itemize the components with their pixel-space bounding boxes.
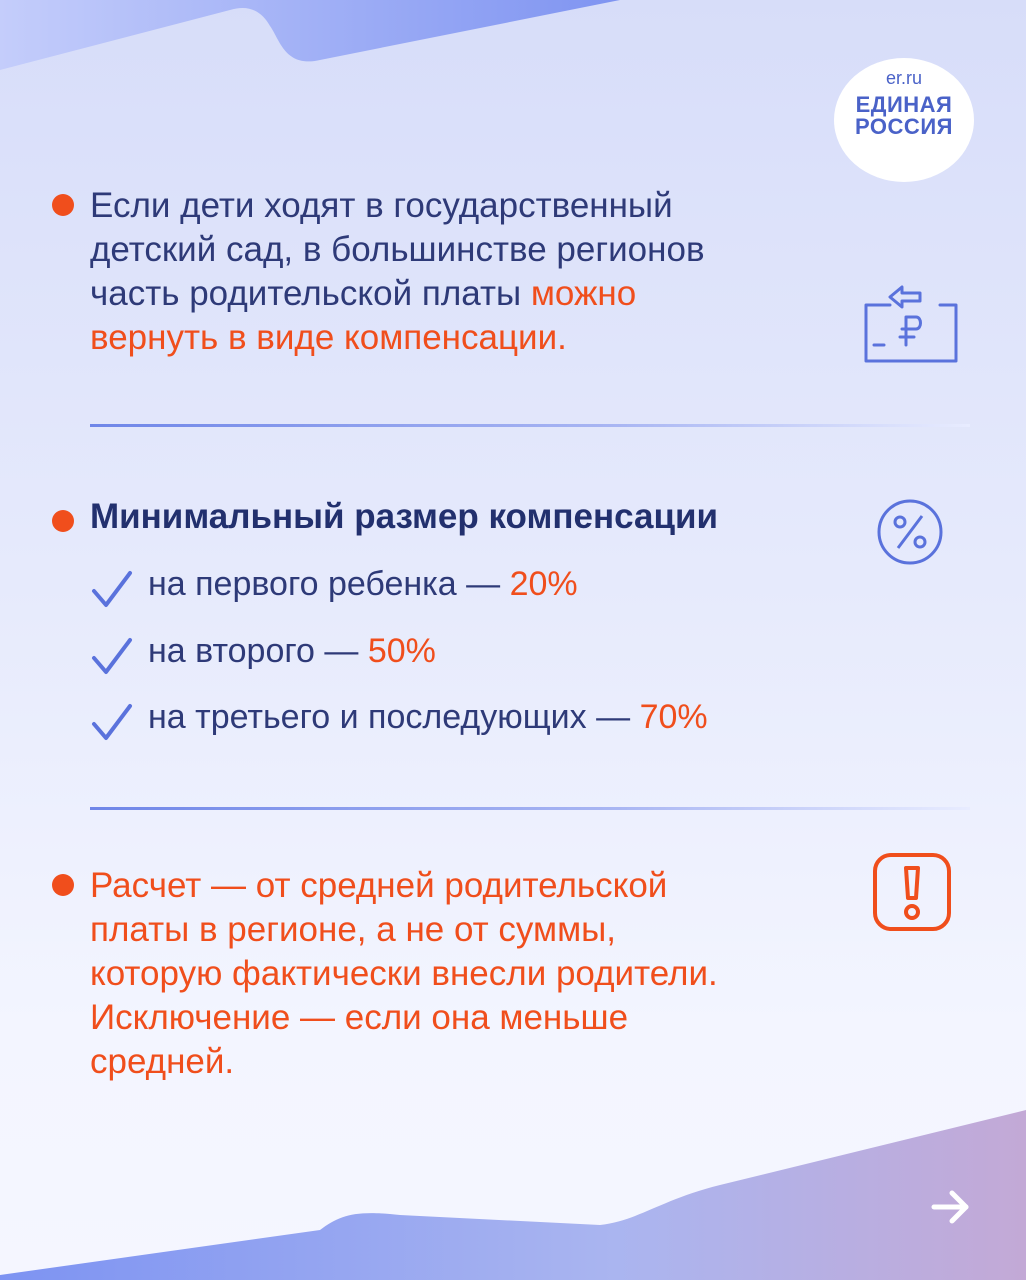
- logo-line-1: ЕДИНАЯ: [855, 92, 953, 117]
- warning-icon: [872, 852, 952, 932]
- section3-line: Расчет — от средней родительской: [90, 866, 668, 905]
- section3-line: платы в регионе, а не от суммы,: [90, 910, 617, 949]
- section1-text: [90, 184, 705, 360]
- section-divider: [90, 807, 970, 810]
- section1-accent-inline: можно: [530, 274, 637, 313]
- bullet-dot: [52, 510, 74, 532]
- party-logo: [834, 58, 974, 182]
- compensation-item-text: на второго — 50%: [148, 632, 436, 670]
- check-icon: [90, 700, 134, 744]
- bullet-dot: [52, 194, 74, 216]
- section3-line: Исключение — если она меньше: [90, 998, 629, 1037]
- percent-icon: [876, 498, 944, 566]
- compensation-item-text: на третьего и последующих — 70%: [148, 698, 708, 736]
- ruble-refund-icon: [862, 285, 960, 365]
- check-icon: [90, 634, 134, 678]
- section2-title: Минимальный размер компенсации: [90, 497, 719, 536]
- section1-line: Если дети ходят в государственный: [90, 186, 673, 225]
- section3-line: которую фактически внесли родители.: [90, 954, 718, 993]
- compensation-value: 70%: [639, 698, 708, 736]
- bullet-dot: [52, 874, 74, 896]
- compensation-value: 20%: [509, 565, 578, 603]
- section3-line: средней.: [90, 1042, 235, 1081]
- check-icon: [90, 567, 134, 611]
- section1-line: часть родительской платы можно: [90, 274, 637, 313]
- section-divider: [90, 424, 970, 427]
- section1-line: детский сад, в большинстве регионов: [90, 230, 705, 269]
- section1-accent-line: вернуть в виде компенсации.: [90, 318, 567, 357]
- logo-line-2: РОССИЯ: [855, 114, 953, 139]
- compensation-item-text: на первого ребенка — 20%: [148, 565, 578, 603]
- logo-url: er.ru: [885, 68, 923, 88]
- compensation-value: 50%: [367, 632, 436, 670]
- arrow-right-icon[interactable]: [930, 1185, 974, 1229]
- section3-text: [90, 864, 718, 1084]
